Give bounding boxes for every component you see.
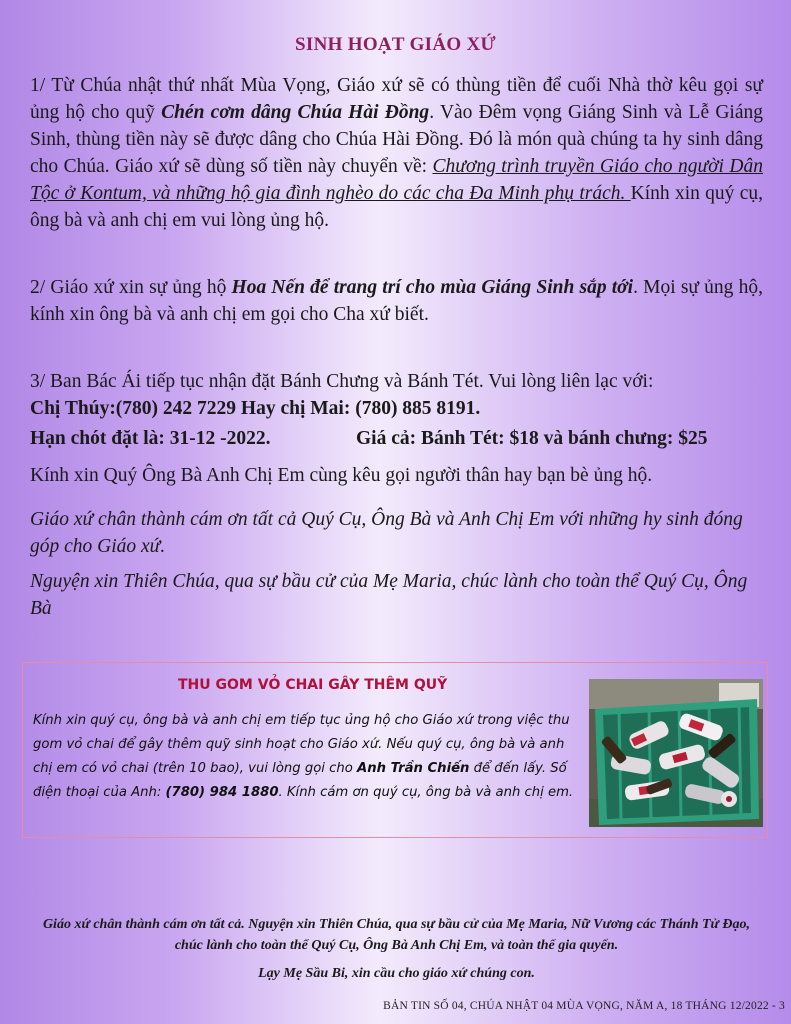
announcement-1 <box>30 72 763 234</box>
bottle-crate-illustration <box>589 679 763 827</box>
order-info-row <box>30 428 763 450</box>
bulletin-page-info: BẢN TIN SỐ 04, CHÚA NHẬT 04 MÙA VỌNG, NĂM A, 18 THÁNG 12/2022 - 3 <box>383 1000 785 1012</box>
bottle-drive-text-3: . Kính cám ơn quý cụ, ông bà và anh chị em. <box>278 785 574 800</box>
announcement-3-line1: 3/ Ban Bác Ái tiếp tục nhận đặt Bánh Chưng và Bánh Tét. Vui lòng liên lạc với: <box>30 371 654 392</box>
contact-name: Anh Trần Chiến <box>357 761 470 776</box>
announcement-2 <box>30 274 763 328</box>
order-price: Giá cả: Bánh Tét: $18 và bánh chưng: $25 <box>356 428 708 449</box>
page-title: SINH HOẠT GIÁO XỨ <box>295 34 496 55</box>
footer-prayer: Lạy Mẹ Sầu Bi, xin cầu cho giáo xứ chúng con. <box>258 966 535 981</box>
contact-phones: Chị Thúy:(780) 242 7229 Hay chị Mai: (780) 885 8191. <box>30 398 481 419</box>
bottle-crate-photo <box>589 679 763 827</box>
bottle-drive-text <box>33 709 587 805</box>
blessing-text: Nguyện xin Thiên Chúa, qua sự bầu cử của Mẹ Maria, chúc lành cho toàn thể Quý Cụ, Ông Bà <box>30 571 748 619</box>
announcement-2-text-a: 2/ Giáo xứ xin sự ủng hộ <box>30 277 232 298</box>
thanks-text: Giáo xứ chân thành cám ơn tất cả Quý Cụ, Ông Bà và Anh Chị Em với những hy sinh đóng góp cho Giáo xứ. <box>30 509 743 557</box>
invite-text: Kính xin Quý Ông Bà Anh Chị Em cùng kêu gọi người thân hay bạn bè ủng hộ. <box>30 465 653 486</box>
announcement-1-text-e: Kính xin quý cụ, ông bà và anh chị em vui lòng ủng hộ. <box>30 183 763 231</box>
announcement-3 <box>30 368 763 422</box>
fund-name: Chén cơm dâng Chúa Hài Đồng <box>161 102 430 123</box>
bottle-drive-text-2: để đến lấy. Số điện thoại của Anh: <box>33 761 567 800</box>
bottle-drive-text-1: Kính xin quý cụ, ông bà và anh chị em tiếp tục ủng hộ cho Giáo xứ trong việc thu gom vỏ chai để gây thêm quỹ sinh hoạt cho Giáo xứ. Nếu quý cụ, ông bà và anh chị em có vỏ chai (trên 10 bao), vui lòng gọi cho <box>33 713 570 776</box>
contact-phone: (780) 984 1880 <box>165 785 279 800</box>
announcement-1-text-c: . Vào Đêm vọng Giáng Sinh và Lễ Giáng Sinh, thùng tiền này sẽ được dâng cho Chúa Hài Đồng. Đó là món quà chúng ta hy sinh dâng cho Chúa. Giáo xứ sẽ dùng số tiền này chuyển về: <box>30 102 763 177</box>
mission-program: Chương trình truyền Giáo cho người Dân Tộc ở Kontum, và những hộ gia đình nghèo do các cha Đa Minh phụ trách. <box>30 156 763 204</box>
announcement-2-text-c: . Mọi sự ủng hộ, kính xin ông bà và anh chị em gọi cho Cha xứ biết. <box>30 277 763 325</box>
flower-candle-request: Hoa Nến để trang trí cho mùa Giáng Sinh sắp tới <box>231 277 634 298</box>
bottle-drive-box <box>22 662 768 838</box>
order-deadline: Hạn chót đặt là: 31-12 -2022. <box>30 428 271 449</box>
announcement-1-text-a: 1/ Từ Chúa nhật thứ nhất Mùa Vọng, Giáo xứ sẽ có thùng tiền để cuối Nhà thờ kêu gọi sự ủng hộ cho quỹ <box>30 75 763 123</box>
bottle-drive-title: THU GOM VỎ CHAI GÂY THÊM QUỸ <box>178 677 448 693</box>
footer-blessing: Giáo xứ chân thành cám ơn tất cả. Nguyện xin Thiên Chúa, qua sự bầu cử của Mẹ Maria, Nữ Vương các Thánh Tử Đạo, chúc lành cho toàn thể Quý Cụ, Ông Bà Anh Chị Em, và toàn thể gia quyến. <box>42 917 751 953</box>
